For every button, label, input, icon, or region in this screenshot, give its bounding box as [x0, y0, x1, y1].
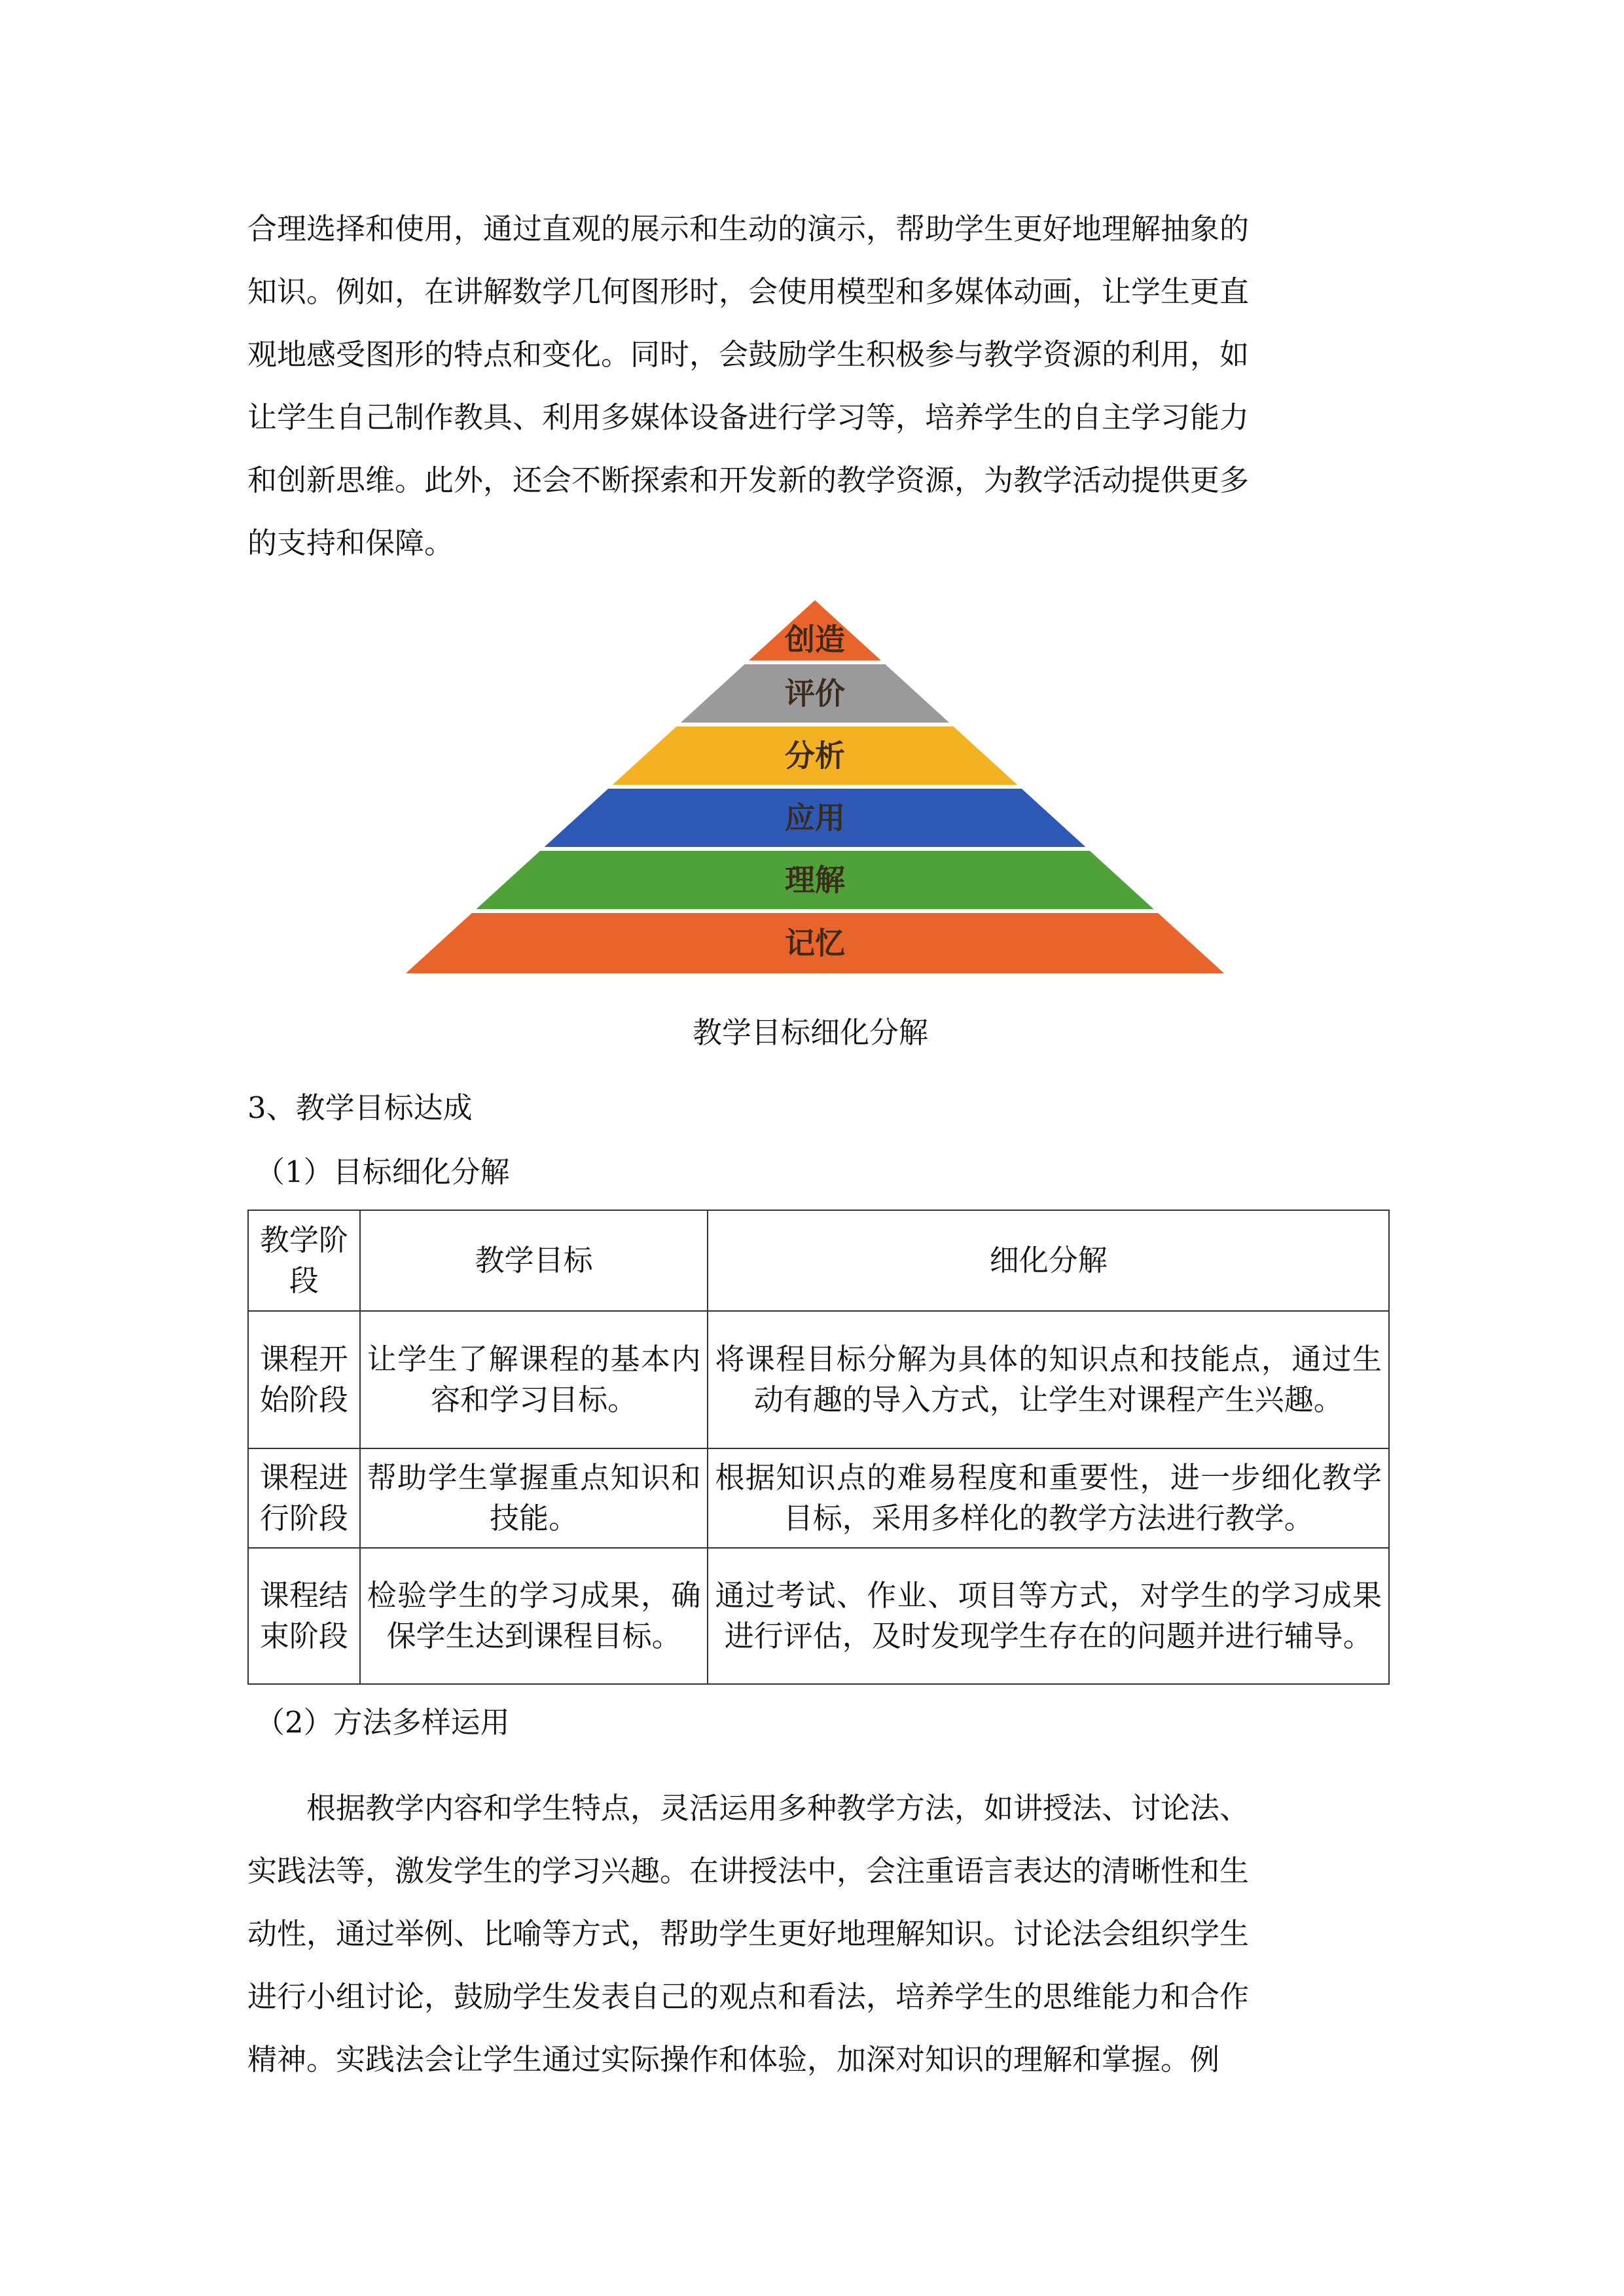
subsection-heading-methods: （2）方法多样运用 [255, 1705, 510, 1740]
detail-cell: 将课程目标分解为具体的知识点和技能点，通过生动有趣的导入方式，让学生对课程产生兴趣。 [708, 1311, 1389, 1448]
header-cell: 细化分解 [708, 1210, 1389, 1311]
pyramid-label-3: 分析 [785, 738, 845, 774]
pyramid-label-6: 记忆 [785, 925, 845, 961]
subsection-heading-goals: （1）目标细化分解 [255, 1155, 510, 1189]
table-row [248, 1448, 1389, 1548]
goals-table [247, 1210, 1390, 1685]
paragraph-line: 知识。例如，在讲解数学几何图形时，会使用模型和多媒体动画，让学生更直 [247, 274, 1250, 309]
paragraph-line: 观地感受图形的特点和变化。同时，会鼓励学生积极参与教学资源的利用，如 [247, 337, 1250, 372]
header-cell: 教学阶段 [248, 1210, 360, 1311]
goal-cell: 让学生了解课程的基本内容和学习目标。 [360, 1311, 708, 1448]
paragraph-line: 动性，通过举例、比喻等方式，帮助学生更好地理解知识。讨论法会组织学生 [247, 1916, 1250, 1951]
paragraph-line: 和创新思维。此外，还会不断探索和开发新的教学资源，为教学活动提供更多 [247, 463, 1250, 497]
detail-cell: 根据知识点的难易程度和重要性，进一步细化教学目标，采用多样化的教学方法进行教学。 [708, 1448, 1389, 1548]
bloom-pyramid-figure [259, 586, 1371, 998]
paragraph-line: 合理选择和使用，通过直观的展示和生动的演示，帮助学生更好地理解抽象的 [247, 211, 1250, 246]
paragraph-line: 的支持和保障。 [247, 526, 454, 560]
pyramid-label-1: 创造 [785, 622, 845, 657]
table-row [248, 1311, 1389, 1448]
intro-paragraph [247, 198, 1373, 575]
paragraph-line: 根据教学内容和学生特点，灵活运用多种教学方法，如讲授法、讨论法、 [247, 1791, 1250, 1825]
paragraph-line: 进行小组讨论，鼓励学生发表自己的观点和看法，培养学生的思维能力和合作 [247, 1979, 1250, 2014]
table-header-row [248, 1210, 1389, 1311]
stage-cell: 课程结束阶段 [248, 1548, 360, 1684]
pyramid-label-5: 理解 [785, 862, 845, 898]
methods-paragraph [247, 1777, 1373, 2091]
stage-cell: 课程进行阶段 [248, 1448, 360, 1548]
paragraph-line: 精神。实践法会让学生通过实际操作和体验，加深对知识的理解和掌握。例 [247, 2042, 1220, 2077]
pyramid-label-2: 评价 [785, 675, 845, 711]
header-cell: 教学目标 [360, 1210, 708, 1311]
pyramid-label-4: 应用 [785, 800, 845, 836]
section-heading: 3、教学目标达成 [247, 1090, 473, 1125]
table-row [248, 1548, 1389, 1684]
paragraph-line: 让学生自己制作教具、利用多媒体设备进行学习等，培养学生的自主学习能力 [247, 400, 1250, 435]
detail-cell: 通过考试、作业、项目等方式，对学生的学习成果进行评估，及时发现学生存在的问题并进行辅导。 [708, 1548, 1389, 1684]
goal-cell: 检验学生的学习成果，确保学生达到课程目标。 [360, 1548, 708, 1684]
paragraph-line: 实践法等，激发学生的学习兴趣。在讲授法中，会注重语言表达的清晰性和生 [247, 1854, 1250, 1888]
figure-caption: 教学目标细化分解 [692, 1015, 928, 1050]
goal-cell: 帮助学生掌握重点知识和技能。 [360, 1448, 708, 1548]
stage-cell: 课程开始阶段 [248, 1311, 360, 1448]
